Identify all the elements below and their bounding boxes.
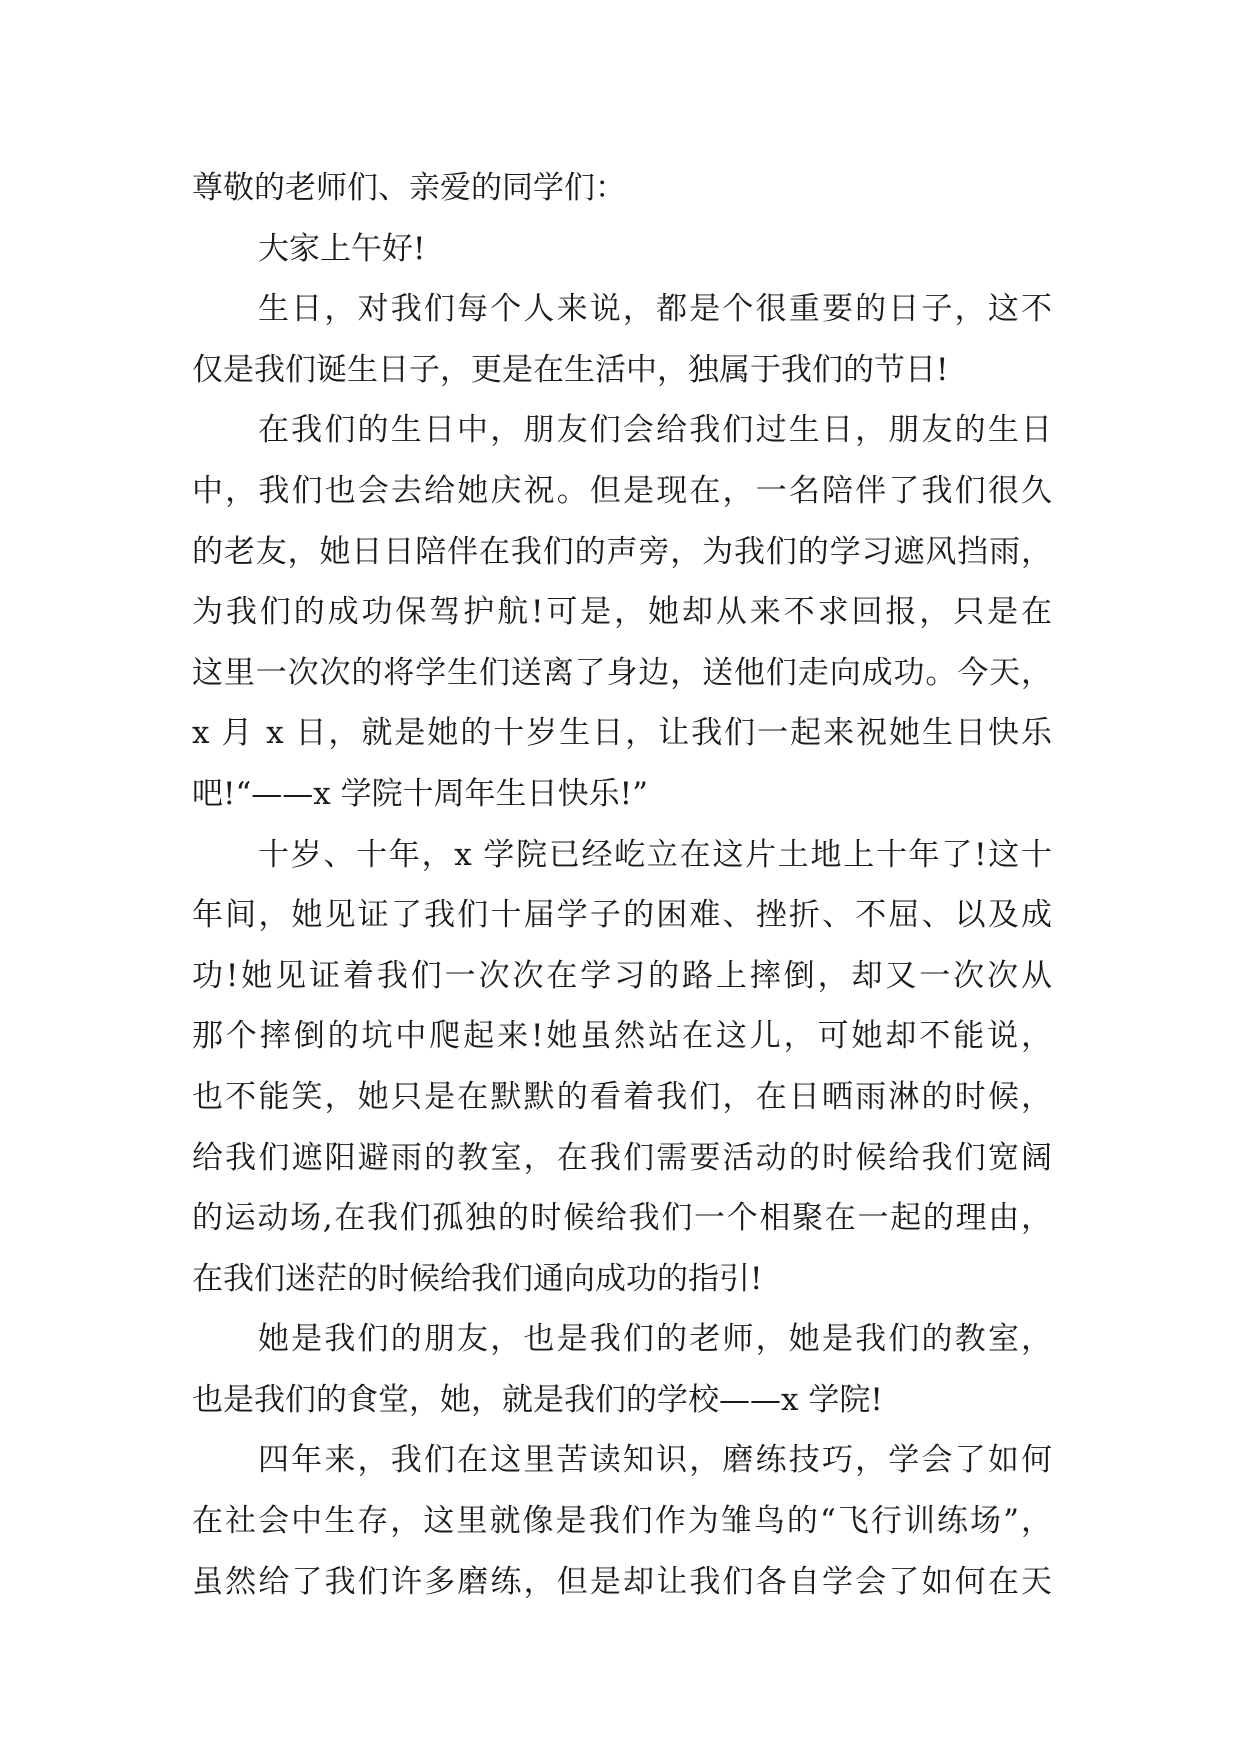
- text-line: 在我们的生日中，朋友们会给我们过生日，朋友的生日: [258, 412, 1052, 449]
- text-line: 为我们的成功保驾护航!可是，她却从来不求回报，只是在: [192, 594, 1052, 631]
- text-line: 在我们迷茫的时候给我们通向成功的指引!: [192, 1260, 763, 1297]
- text-line: 中，我们也会去给她庆祝。但是现在，一名陪伴了我们很久: [192, 472, 1052, 509]
- text-line: 给我们遮阳避雨的教室，在我们需要活动的时候给我们宽阔: [192, 1139, 1052, 1176]
- text-line: 四年来，我们在这里苦读知识，磨练技巧，学会了如何: [258, 1442, 1052, 1479]
- text-line: 尊敬的老师们、亲爱的同学们：: [192, 170, 626, 206]
- text-line: 也不能笑，她只是在默默的看着我们，在日晒雨淋的时候，: [192, 1078, 1052, 1115]
- text-line: x 月 x 日，就是她的十岁生日，让我们一起来祝她生日快乐: [192, 715, 1052, 752]
- text-line: 生日，对我们每个人来说，都是个很重要的日子，这不: [258, 291, 1052, 328]
- text-line: 大家上午好!: [258, 230, 426, 267]
- text-line: 虽然给了我们许多磨练，但是却让我们各自学会了如何在天: [192, 1563, 1052, 1600]
- text-line: 吧!“——x 学院十周年生日快乐!”: [192, 775, 648, 812]
- text-line: 仅是我们诞生日子，更是在生活中，独属于我们的节日!: [192, 351, 949, 388]
- document-body: [192, 158, 1052, 1612]
- text-line: 功!她见证着我们一次次在学习的路上摔倒，却又一次次从: [192, 957, 1052, 994]
- text-line: 的运动场,在我们孤独的时候给我们一个相聚在一起的理由，: [192, 1200, 1052, 1237]
- text-line: 十岁、十年，x 学院已经屹立在这片土地上十年了!这十: [258, 836, 1052, 873]
- text-line: 年间，她见证了我们十届学子的困难、挫折、不屈、以及成: [192, 897, 1052, 934]
- text-line: 也是我们的食堂，她，就是我们的学校——x 学院!: [192, 1381, 883, 1418]
- text-line: 在社会中生存，这里就像是我们作为雏鸟的“飞行训练场”，: [192, 1503, 1052, 1540]
- text-line: 这里一次次的将学生们送离了身边，送他们走向成功。今天，: [192, 654, 1052, 691]
- text-line: 的老友，她日日陪伴在我们的声旁，为我们的学习遮风挡雨，: [192, 533, 1052, 570]
- text-line: 那个摔倒的坑中爬起来!她虽然站在这儿，可她却不能说，: [192, 1018, 1052, 1055]
- text-line: 她是我们的朋友，也是我们的老师，她是我们的教室，: [258, 1321, 1052, 1358]
